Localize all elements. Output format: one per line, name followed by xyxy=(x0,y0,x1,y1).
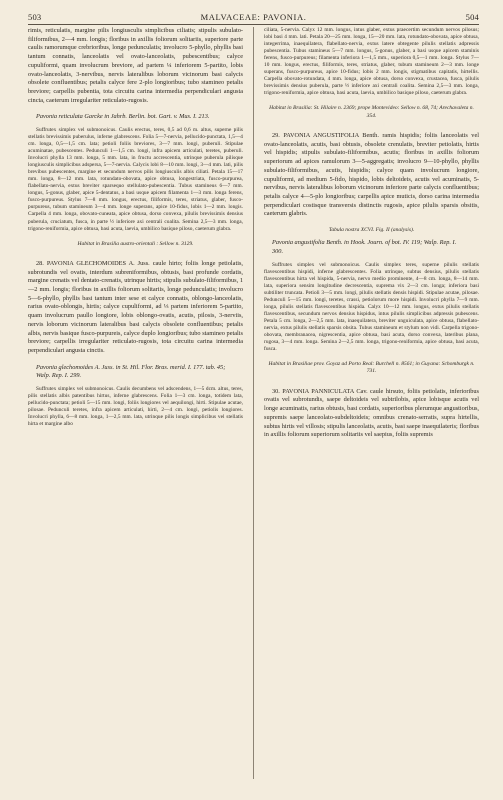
column-divider xyxy=(253,27,254,779)
citation-glechomoides: Pavonia glechomoides A. Juss. in St. Hil. Flor. Bras. merid. I. 177. tab. 45; Walp. Rep. I. 299. xyxy=(36,363,226,380)
habitat-angustifolia: Habitat in Brasiliae prov. Goyaz ad Porto Real: Burchell n. 8561; in Guyana: Schomburgk n. 731. xyxy=(268,361,475,375)
description-reticulata: Suffrutex simplex vel submonoicus. Caulis erectus, teres, 0,5 ad 0,6 m. altus, superne pilis stellatis brevissimis puberulus, inferne glabrescens. Folia 5—7-nervia, pellucido-punctata, 1,5—4 cm. longa, 0,5—1,5 cm. lata; petioli foliis breviores, 3—7 mm. longi, puberuli. Stipulae acuminatae, pubescentes. Pedunculi 1—1,5 cm. longi, infra apicem articulati, teretes, puberuli. Involucri phylla 13 mm. longa, 5 mm. lata, in fructu accrescentia, utrinque puberula pilisque longiusculis simplicibus adspersa, 5—7-nervia. Calycis lobi 8—10 mm. longi, 3—4 mm. lati, pilis brevibus pubescentes, margine et secundum nervos pilis longiusculis albis ciliati. Petala 15—17 mm. longa, 8—12 mm. lata, rotundato-obovata, apice obtusa, longestriata, fusco-purpurea, flabellato-nervia, extus breviter sparsequo stellulato-pubescentia. Tubus stamineus 6—7 mm. longus, 5-gonus, glaber, apice 5-dentatus, a basi usque apicem filamenta 1—3 mm. longa ferens, fusco-purpureus. Stylus 7—8 mm. longus, erectus, filiformis, teres, striatus, glaber, fusco-purpureus, tubum stamineum 3—4 mm. longe superans, apice 10-fidus, lobis 1—2 mm. longis. Carpella 4 mm. longa, obovato-cuneata, apice obtusa, dorso convexa, pilulis brevissimis densius puberula, cruciatum, fusca, in parte ½ inferiore axi centrali coalita. Semina 2,5—3 mm. longa, trigono-reniformia, apice obtusa, basi acuta, laevia, umbilico basique piloso, caeterum glabra. xyxy=(28,126,243,232)
right-column xyxy=(264,27,479,787)
page-number-left: 503 xyxy=(28,12,42,22)
page-number-right: 504 xyxy=(465,12,479,22)
description-glechomoides: Suffrutex simplex vel submonoicus. Caulis decumbens vel adscendens, 1—5 dcm. altus, teres, pilis stellatis albis patentibus hirtus, inferne glabrescens. Folia 1—3 cm. longa, totidem lata, pellucido-punctata; petioli 5—15 mm. longi, foliis longiores vel aequilongi, hirti. Stipulae acutae, pilosae. Pedunculi teretes, infra apicem articulati, hirti, 2—4 cm. longi, petiolis longiores. Involucri phylla, 6—8 mm. longa, 1—2,5 mm. lata, utrinque pilis longis simplicibus vel stellatis hirta et margine albo xyxy=(28,385,243,428)
species-30-diagnosis: 30. PAVONIA PANNICULATA Cav. caule hirsuto, foliis petiolatis, inferioribus ovatis vel subrotundis, saepe deltoideis vel subtrilobis, apice lobisque acutis vel longe acuminatis, rarius obtusis, basi cordatis, superioribus plerumque angustioribus, supremis saepe lanceolato-subdeltoideis; omnibus crenato-serratis, supra hirtellis, subtus hirtis vel villosis; stipulis lanceolatis, acutis, basi saepe inaequilateris; floribus in axillis foliorum superiorum solitariis vel saepius, foliis supremis xyxy=(264,387,479,439)
left-column xyxy=(28,27,243,787)
citation-angustifolia: Pavonia angustifolia Benth. in Hook. Journ. of bot. IV. 119; Walp. Rep. I. 300. xyxy=(272,239,457,255)
running-title: MALVACEAE: PAVONIA. xyxy=(200,12,307,22)
plate-reference: Tabula nostra XCVI. Fig. II (analysis). xyxy=(328,227,415,234)
species-29-diagnosis: 29. PAVONIA ANGUSTIFOLIA Benth. ramis hispidis; foliis lanceolatis vel ovato-lanceolatis, acutis, basi obtusis, obsolete crenulatis, breviter petiolatis, hirtis vel hispidis; stipulis subulato-filiformibus, acutis; floribus in axillis foliorum superiorum ad apices ramulorum 3—5-aggregatis; involucro 9—10-phyllo, phyllis subulato-filiformibus, acutis, hispidis; calyce quam involucrum longiore, cupuliformi, ad medium 5-fido, hispido, lobis deltoideis, acutis vel acuminatis, 5-nervibus, nervis lateralibus loborum vicinorum inferiore parte calycis confluentibus; petalis calyce 4—5-plo longioribus; carpellis apice muticis, dorso carina intermedia perpendiculari costisque transversis distinctis rugosis, apice pilulis sparsis obsitis, caeterum glabris. xyxy=(264,132,479,218)
continued-description: ciliata, 5-nervia. Calyx 12 mm. longus, intus glaber, extus praecertim secundum nervos pilosus; lobi basi 4 mm. lati. Petala 20—25 mm. longa, 15—20 mm. lata, rotundato-obovata, apice obtusa, integerrima, inaequilatera, flabellato-nervia, extus latere obtegente pilulis stellatis adpressis pubescentia. Tubus stamineus 5—7 mm. longus, 5-gonus, glaber, a basi usque apicem staminis ferens, fusco-purpureus; filamenta inferiora 1—1,5 mm., superiora 0,5—1 mm. longa. Stylus 7—10 mm. longus, erectus, filiformis, teres, striatus, glaber, tubum stamineum 2—3 mm. longe superans, fusco-purpureus, apice 10-fidus; lobis 2 mm. longis, stigmatibus capitatis, hirtellis. Carpella obovato-rotundata, 4 mm. longa, apice obtusa, dorso convexa, crustacea, fusca, pilulis brevissimis densius puberula, parte ½ inferiore axi centrali coalita. Semina 2,5—3 mm. longa, trigono-reniformia, apice obtusa, basi acuta, laevia, umbilico basique piloso, caeterum glabra. xyxy=(264,27,479,97)
citation-reticulata: Pavonia reticulata Garcke in Jahrb. Berlin. bot. Gart. v. Mus. I. 213. xyxy=(36,113,210,121)
continued-diagnosis: rimis, reticulatis, margine pilis longiusculis simplicibus ciliatis; stipulis subulato-filiformibus, 2—4 mm. longis; floribus in axillis foliorum solitariis, superiore parte caulis ramorumque crebrioribus, longe pedunculatis; involucro 5-phyllo, phyllis basi tantum connatis, lanceolatis vel ovato-lanceolatis, pubescentibus; calyce cupuliformi, quam involucrum breviore, ad partem ¼ inferiorem 5-partito, lobis ovato-lanceolatis, 3-nervibus, nervis lateralibus loborum vicinorum basi calycis obsolete confluentibus; petalis calyce fere 2-plo longioribus; tubo stamineo petalis breviore; carpellis pubentia, tota circuitu carina intermedia perpendiculari angusta cincta, caeterum irregulariter reticulato-rugosis. xyxy=(28,27,243,104)
species-28-diagnosis: 28. PAVONIA GLECHOMOIDES A. Juss. caule hirto; foliis longe petiolatis, subrotundis vel ovatis, interdum subreniformibus, obtusis, basi profunde cordatis, margine crenatis vel dentato-crenatis, utrinque hirtis; stipulis subulato-filiformibus, 1—2 mm. longis; floribus in axillis foliorum solitariis, longe pedunculatis; involucro 5—6-phyllo, phyllis basi tantum inter sese et calyce connatis, oblongo-lanceolatis, rarius ovato-oblongis, hirtis; calyce cupuliformi, ad ⅓ partem inferiorem 5-partito, quam involucrum paullo longiore, lobis oblongo-ovatis, acutis, pilosis, 3-nerviis, nervis loborum vicinorum lateralibus basi calycis obsolete confluentibus; petalis albis, nervis basique fusco-purpureis, calyce duplo longioribus; tubo stamineo petalis breviore; carpellis irregulariter reticulato-rugosis, tota circuitu carina intermedia perpendiculari angusta cinctis. xyxy=(28,259,243,354)
habitat-reticulata: Habitat in Brasilia austro-orientali : Sellow n. 3129. xyxy=(77,240,194,247)
header-rule xyxy=(28,24,479,25)
habitat-glechomoides: Habitat in Brasilia: St. Hilaire n. 2369; prope Montevideo: Sellow n. 68, 74; Arechavaleta n. 354. xyxy=(269,105,474,119)
description-angustifolia: Suffrutex simplex vel submonoicus. Caulis simplex teres, superne pilulis stellatis flavescentibus hispidi, inferne glabrescentes. Folia utrinque, subtus densius, pilulis stellatis flavescentibus hirta vel hispida, 5-nervia, nervo medio prominente, 4—8 cm. longa, 8—14 mm. lata, superiora sensim longitudine decrescentia, suprema vix 2—3 cm. longa; inferiora basi subtiliter truncata. Petioli 3—5 mm. longi, pilulis stellatis densis hispidi. Stipulae acutae, pilosae. Pedunculi 5—15 mm. longi, teretes, crassi, petiolorum more hispidi. Involucri phylla 7—9 mm. longa, pilulis stellatis flavescentibus hispida. Calyx 10—12 mm. longus, extus pilulis stellatis flavescentibus, secundum nervos densius hispidus, intus pilulis simplicibus adpressis pubescens. Petala 5 cm. longa, 2—2,5 mm. lata, inaequilatera, breviter unguiculata, apice obtusa, flabellato-nervia, extus pilulis stellatis sparsis obsita. Tubus stamineum et stylum non vidi. Carpella trigono-obovata, membranacea, nigrescentia, apice obtusa, basi acuta, dorso convexa, lateribus plana, rugosa, 3—4 mm. longa. Semina 2—2,5 mm. longa, trigono-reniformia, apice obtusa, basi acuta, fusca. xyxy=(264,261,479,353)
